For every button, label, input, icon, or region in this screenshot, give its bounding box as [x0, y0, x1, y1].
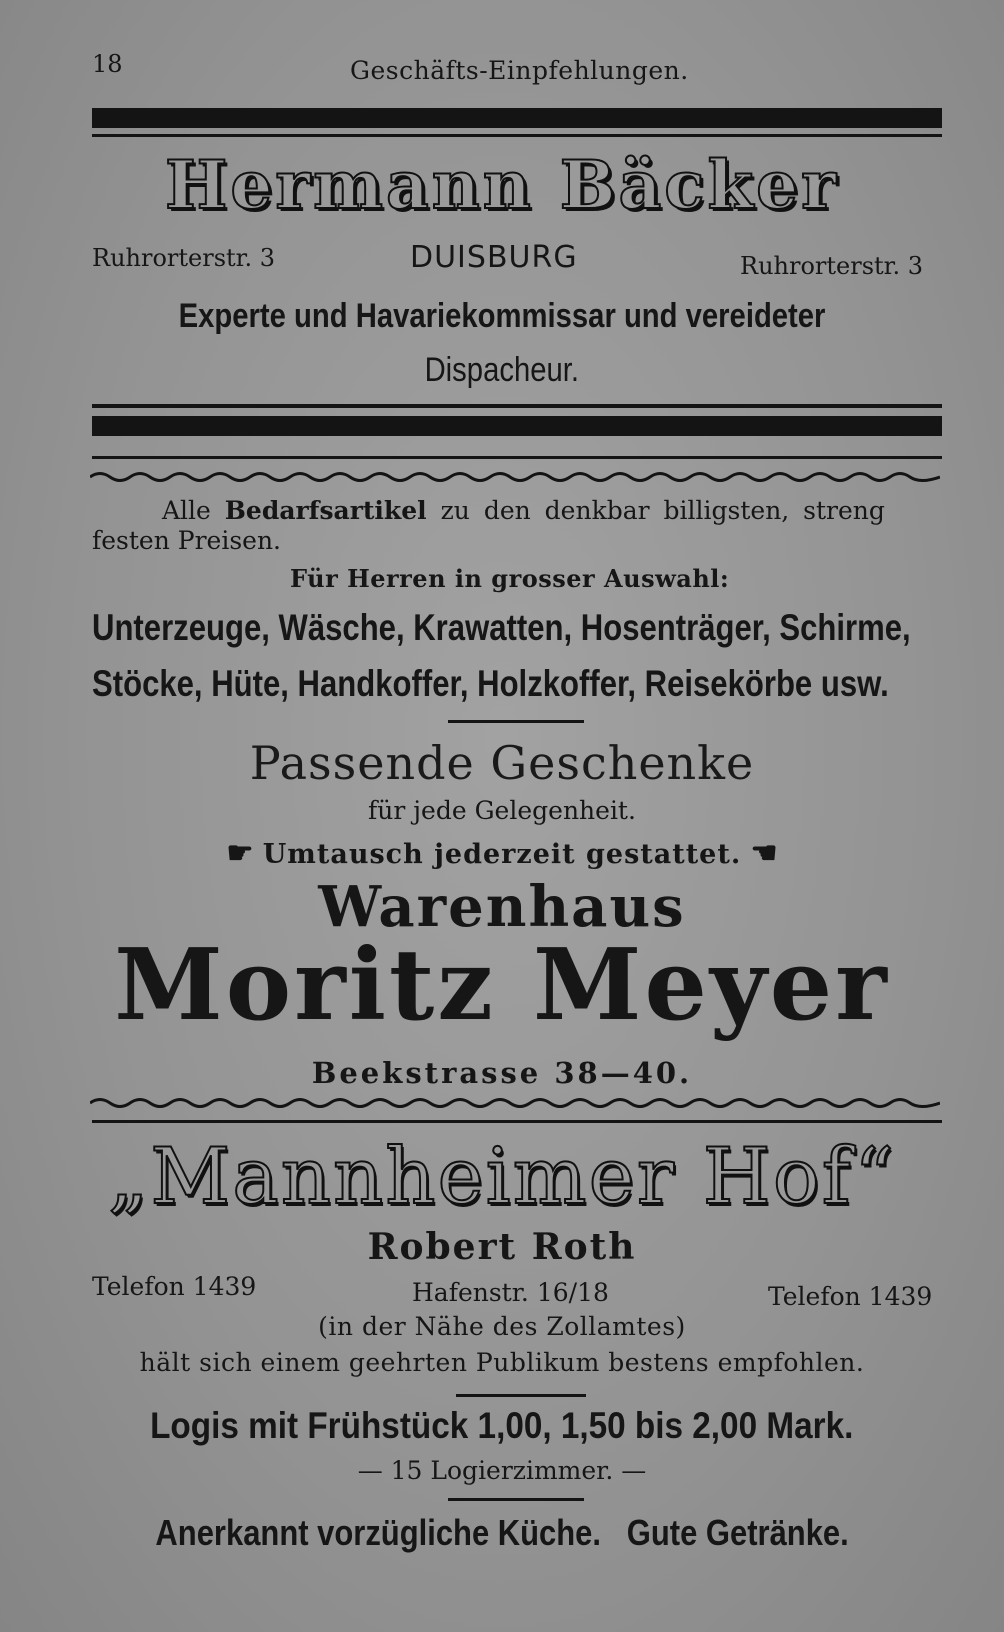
room-count: — 15 Logierzimmer. —	[357, 1456, 647, 1485]
intro-rest: zu den denkbar billigsten, streng	[440, 496, 885, 525]
pointing-hand-left-icon: ☛	[226, 836, 254, 871]
intro-bedarfsartikel: Bedarfsartikel	[224, 496, 427, 525]
hotel-address: Hafenstr. 16/18	[412, 1278, 609, 1307]
kitchen-drinks: Anerkannt vorzügliche Küche. Gute Getränke.	[155, 1512, 849, 1553]
baecker-address-left: Ruhrorterstr. 3	[92, 244, 276, 272]
store-address: Beekstrasse 38—40.	[311, 1056, 693, 1090]
herren-heading: Für Herren in grosser Auswahl:	[290, 564, 730, 593]
top-thin-rule	[92, 134, 942, 137]
baecker-description-1: Experte und Havariekommissar und vereideter	[178, 297, 826, 335]
short-rule-1	[448, 720, 584, 723]
baecker-name: Hermann Bäcker	[165, 146, 839, 224]
bottom-thin-rule	[92, 404, 942, 408]
recommendation: hält sich einem geehrten Publikum bestens empfohlen.	[139, 1348, 865, 1377]
gifts-subtitle: für jede Gelegenheit.	[368, 796, 636, 825]
intro-alle: Alle	[162, 496, 211, 525]
short-rule-2	[456, 1394, 586, 1397]
hotel-name: „Mannheimer Hof“	[108, 1132, 896, 1222]
separator-rule	[92, 456, 942, 459]
bottom-thick-rule	[92, 416, 942, 436]
short-rule-3	[448, 1498, 584, 1501]
mannheimer-top-rule	[92, 1120, 942, 1123]
hotel-owner: Robert Roth	[367, 1226, 637, 1268]
wavy-rule-bottom	[90, 1096, 940, 1110]
store-name: Moritz Meyer	[114, 928, 890, 1043]
phone-left: Telefon 1439	[92, 1272, 257, 1301]
page-number: 18	[92, 50, 123, 78]
items-line-1: Unterzeuge, Wäsche, Krawatten, Hosenträger, Schirme,	[92, 607, 911, 648]
baecker-city: DUISBURG	[410, 240, 578, 275]
wavy-rule-top	[90, 470, 940, 484]
top-thick-rule	[92, 108, 942, 128]
store-type: Warenhaus	[318, 874, 686, 940]
phone-right: Telefon 1439	[768, 1282, 933, 1311]
exchange-note: Umtausch jederzeit gestattet.	[262, 839, 742, 870]
items-line-2: Stöcke, Hüte, Handkoffer, Holzkoffer, Reisekörbe usw.	[92, 663, 889, 704]
logis-prices: Logis mit Frühstück 1,00, 1,50 bis 2,00 Mark.	[150, 1405, 854, 1446]
location-note: (in der Nähe des Zollamtes)	[318, 1312, 686, 1341]
pointing-hand-right-icon: ☚	[750, 836, 778, 871]
intro-line-2: festen Preisen.	[92, 526, 282, 555]
baecker-address-right: Ruhrorterstr. 3	[740, 252, 924, 280]
baecker-description-2: Dispacheur.	[424, 351, 580, 389]
running-title: Geschäfts-Einpfehlungen.	[350, 56, 689, 85]
gifts-title: Passende Geschenke	[249, 736, 755, 790]
